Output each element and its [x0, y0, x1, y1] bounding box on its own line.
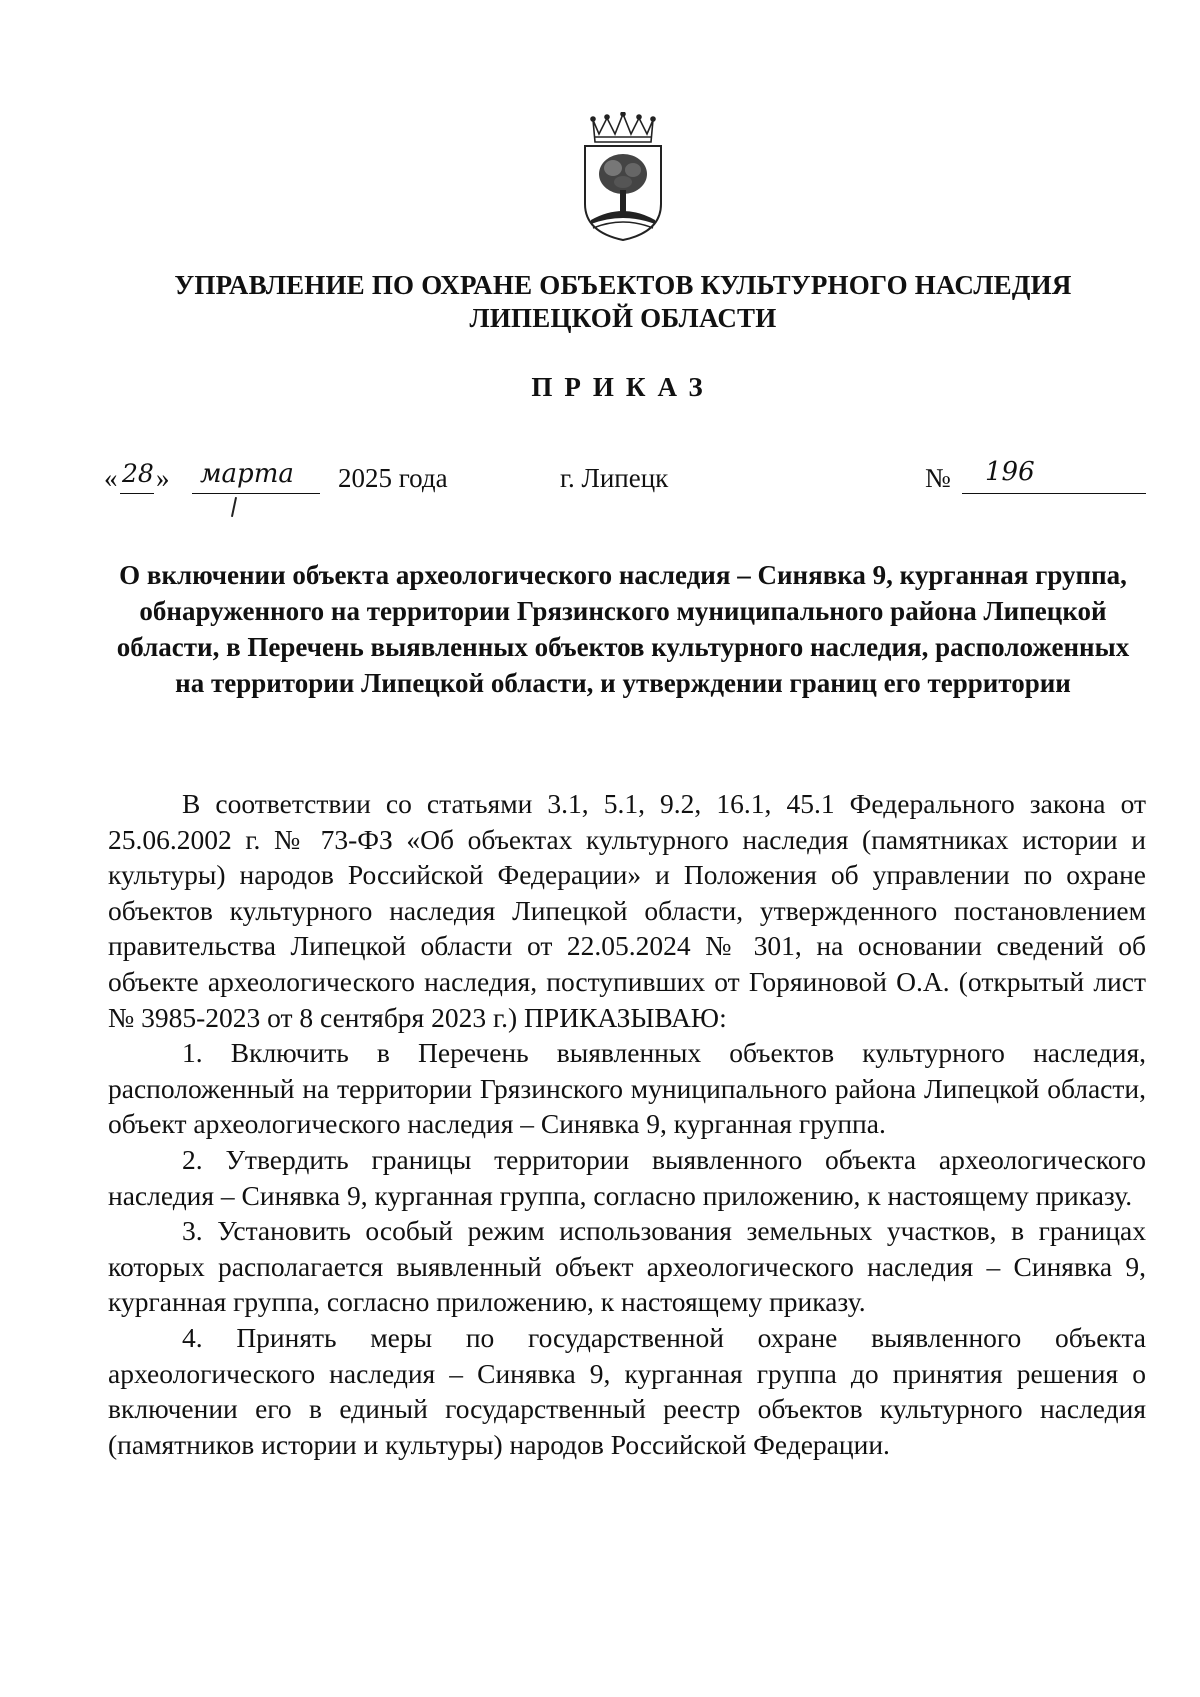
- organization-name-line2: ЛИПЕЦКОЙ ОБЛАСТИ: [469, 303, 777, 333]
- number-underline: [962, 493, 1146, 494]
- intro-paragraph: В соответствии со статьями 3.1, 5.1, 9.2, 16.1, 45.1 Федерального закона от 25.06.2002 г. № 73-ФЗ «Об объектах культурного наследия (памятниках истории и культуры) народов Российской Федерации» и Положения об управлении по охране объектов культурного наследия Липецкой области, утвержденного постановлением правительства Липецкой области от 22.05.2024 № 301, на основании сведений об объекте археологического наследия, поступивших от Горяиновой О.А. (открытый лист № 3985-2023 от 8 сентября 2023 г.) ПРИКАЗЫВАЮ:: [108, 788, 1146, 1033]
- coat-of-arms-icon: [577, 112, 669, 242]
- order-body: [108, 786, 1146, 1462]
- date-number-line: [0, 457, 1200, 523]
- handwritten-order-number: 196: [985, 457, 1035, 487]
- handwritten-day: 28: [122, 459, 154, 488]
- month-underline: [192, 493, 320, 494]
- handwritten-month: марта: [200, 459, 294, 489]
- order-item-4: 4. Принять меры по государственной охране выявленного объекта археологического наследия – Синявка 9, курганная группа до принятия решения о включении его в единый государственный реестр объектов культурного наследия (памятников истории и культуры) народов Российской Федерации.: [108, 1321, 1146, 1460]
- number-sign: №: [925, 463, 951, 493]
- pen-stroke: [231, 497, 237, 517]
- day-underline: [120, 493, 154, 494]
- year-text: 2025 года: [338, 463, 448, 493]
- order-title: О включении объекта археологического наследия – Синявка 9, курганная группа, обнаруженного на территории Грязинского муниципального района Липецкой области, в Перечень выявленных объектов культурного наследия, расположенных на территории Липецкой области, и утверждении границ его территории: [116, 560, 1130, 698]
- order-item-1: 1. Включить в Перечень выявленных объектов культурного наследия, расположенный на территории Грязинского муниципального района Липецкой области, объект археологического наследия – Синявка 9, курганная группа.: [108, 1037, 1146, 1140]
- crown-icon: [591, 112, 655, 142]
- quote-close: »: [156, 463, 170, 493]
- organization-name-line1: УПРАВЛЕНИЕ ПО ОХРАНЕ ОБЪЕКТОВ КУЛЬТУРНОГО НАСЛЕДИЯ: [174, 270, 1072, 300]
- order-item-2: 2. Утвердить границы территории выявленного объекта археологического наследия – Синявка 9, курганная группа, согласно приложению, к настоящему приказу.: [108, 1143, 1146, 1211]
- quote-open: «: [104, 463, 118, 493]
- document-type-heading: ПРИКАЗ: [531, 372, 715, 402]
- order-item-3: 3. Установить особый режим использования земельных участков, в границах которых располагается выявленный объект археологического наследия – Синявка 9, курганная группа, согласно приложению, к настоящему приказу.: [108, 1215, 1146, 1318]
- city-text: г. Липецк: [560, 463, 669, 493]
